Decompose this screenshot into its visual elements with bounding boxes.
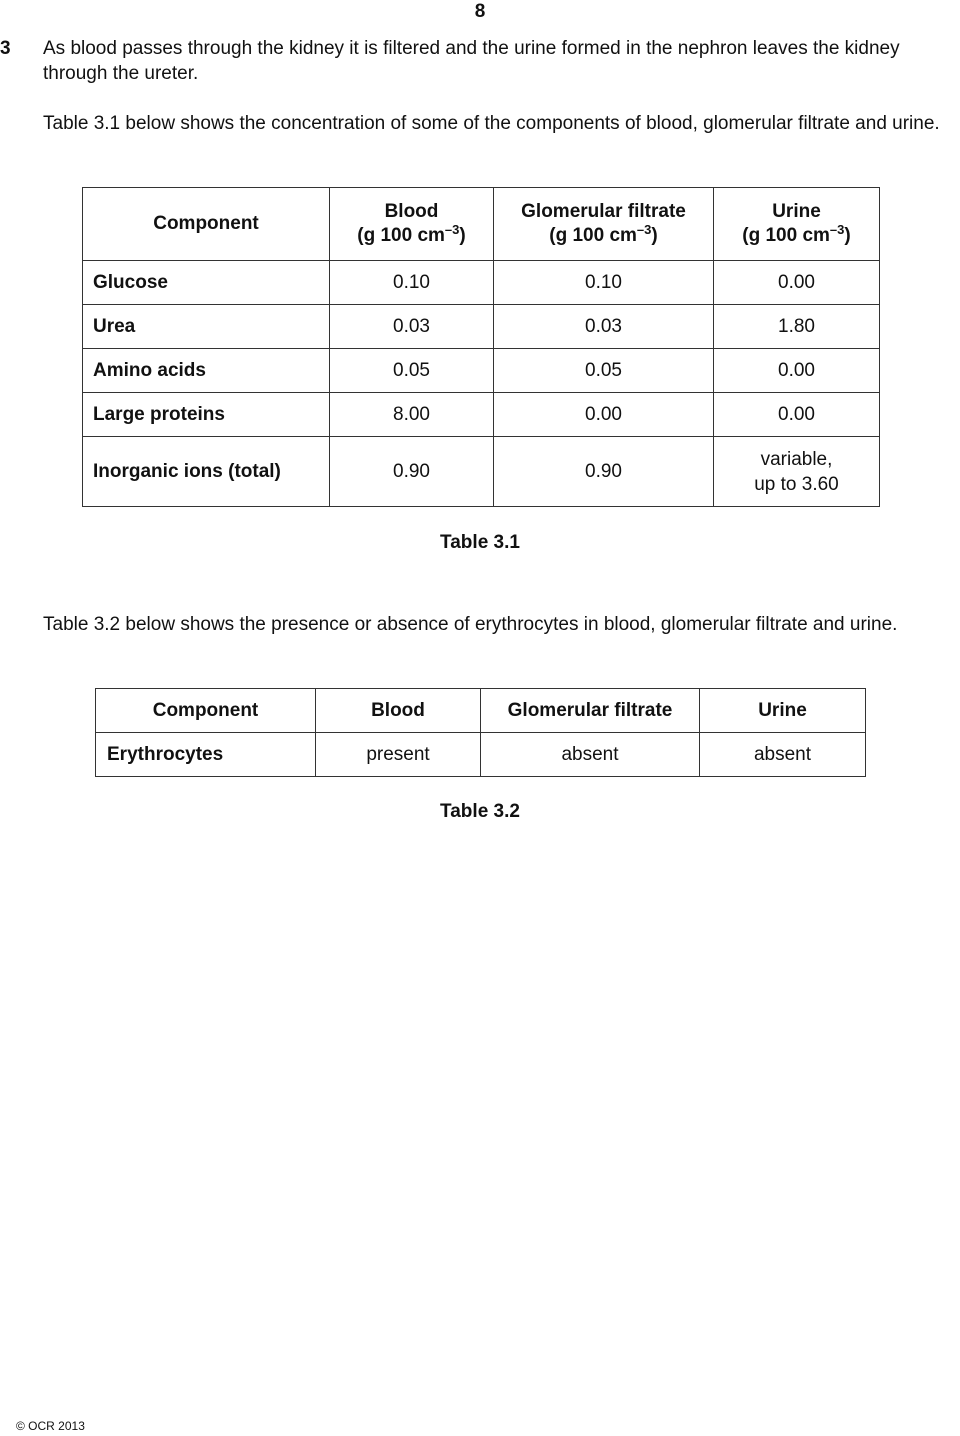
unit-prefix: (g 100 cm [549, 225, 637, 246]
table-cell-filtrate: 0.05 [494, 349, 714, 393]
table-cell-filtrate: 0.90 [494, 437, 714, 507]
urine-variable-line2: up to 3.60 [754, 473, 839, 495]
page-number: 8 [474, 1, 486, 22]
table1-header-blood [330, 188, 494, 261]
table1-header-blood-label: Blood [384, 201, 439, 222]
table1-intro: Table 3.1 below shows the concentration of some of the components of blood, glomerular filtrate and urine. [43, 113, 940, 134]
unit-suffix: ) [651, 225, 658, 246]
table-row [96, 733, 866, 777]
table-cell-blood: 0.90 [330, 437, 494, 507]
table1-header-urine [714, 188, 880, 261]
table2-intro: Table 3.2 below shows the presence or absence of erythrocytes in blood, glomerular filtrate and urine. [43, 614, 898, 635]
table-cell-blood: 0.10 [330, 261, 494, 305]
urine-variable-line1: variable, [760, 448, 833, 470]
table-cell-component: Erythrocytes [96, 733, 316, 777]
table-3-1 [82, 187, 880, 507]
table2-header-urine: Urine [700, 689, 866, 733]
table-cell-urine: 0.00 [714, 393, 880, 437]
question-number: 3 [0, 38, 11, 59]
table-cell-component: Amino acids [83, 349, 330, 393]
unit-exponent: –3 [444, 222, 460, 237]
table1-header-filtrate [494, 188, 714, 261]
table-cell-urine [714, 437, 880, 507]
unit-prefix: (g 100 cm [357, 225, 445, 246]
table-cell-blood: present [316, 733, 481, 777]
table-cell-component: Urea [83, 305, 330, 349]
table-cell-blood: 0.03 [330, 305, 494, 349]
table1-caption: Table 3.1 [440, 532, 520, 553]
table-cell-component: Inorganic ions (total) [83, 437, 330, 507]
table2-header-row [96, 689, 866, 733]
table1-header-row [83, 188, 880, 261]
table-row [83, 349, 880, 393]
table2-header-component: Component [96, 689, 316, 733]
table2-header-blood: Blood [316, 689, 481, 733]
unit-prefix: (g 100 cm [742, 225, 830, 246]
table-row [83, 393, 880, 437]
unit-suffix: ) [844, 225, 851, 246]
unit-exponent: –3 [829, 222, 845, 237]
table-cell-filtrate: 0.10 [494, 261, 714, 305]
table-cell-component: Glucose [83, 261, 330, 305]
table1-header-urine-label: Urine [772, 201, 821, 222]
table1-header-component-label: Component [153, 213, 259, 234]
table-row [83, 437, 880, 507]
table-cell-filtrate: 0.00 [494, 393, 714, 437]
table-cell-filtrate: 0.03 [494, 305, 714, 349]
table-row [83, 305, 880, 349]
table-cell-component: Large proteins [83, 393, 330, 437]
table-cell-blood: 0.05 [330, 349, 494, 393]
table-cell-filtrate: absent [481, 733, 700, 777]
unit-suffix: ) [459, 225, 466, 246]
table-cell-urine: 0.00 [714, 261, 880, 305]
table1-header-filtrate-label: Glomerular filtrate [521, 201, 686, 222]
table-cell-urine: 0.00 [714, 349, 880, 393]
table2-caption: Table 3.2 [440, 801, 520, 822]
table-row [83, 261, 880, 305]
question-intro: As blood passes through the kidney it is filtered and the urine formed in the nephron leaves the kidney through the ureter. [43, 38, 900, 84]
table2-header-filtrate: Glomerular filtrate [481, 689, 700, 733]
copyright-footer: © OCR 2013 [16, 1419, 85, 1433]
table1-header-component [83, 188, 330, 261]
table-3-2 [95, 688, 866, 777]
unit-exponent: –3 [636, 222, 652, 237]
table-cell-urine: absent [700, 733, 866, 777]
table-cell-blood: 8.00 [330, 393, 494, 437]
table-cell-urine: 1.80 [714, 305, 880, 349]
